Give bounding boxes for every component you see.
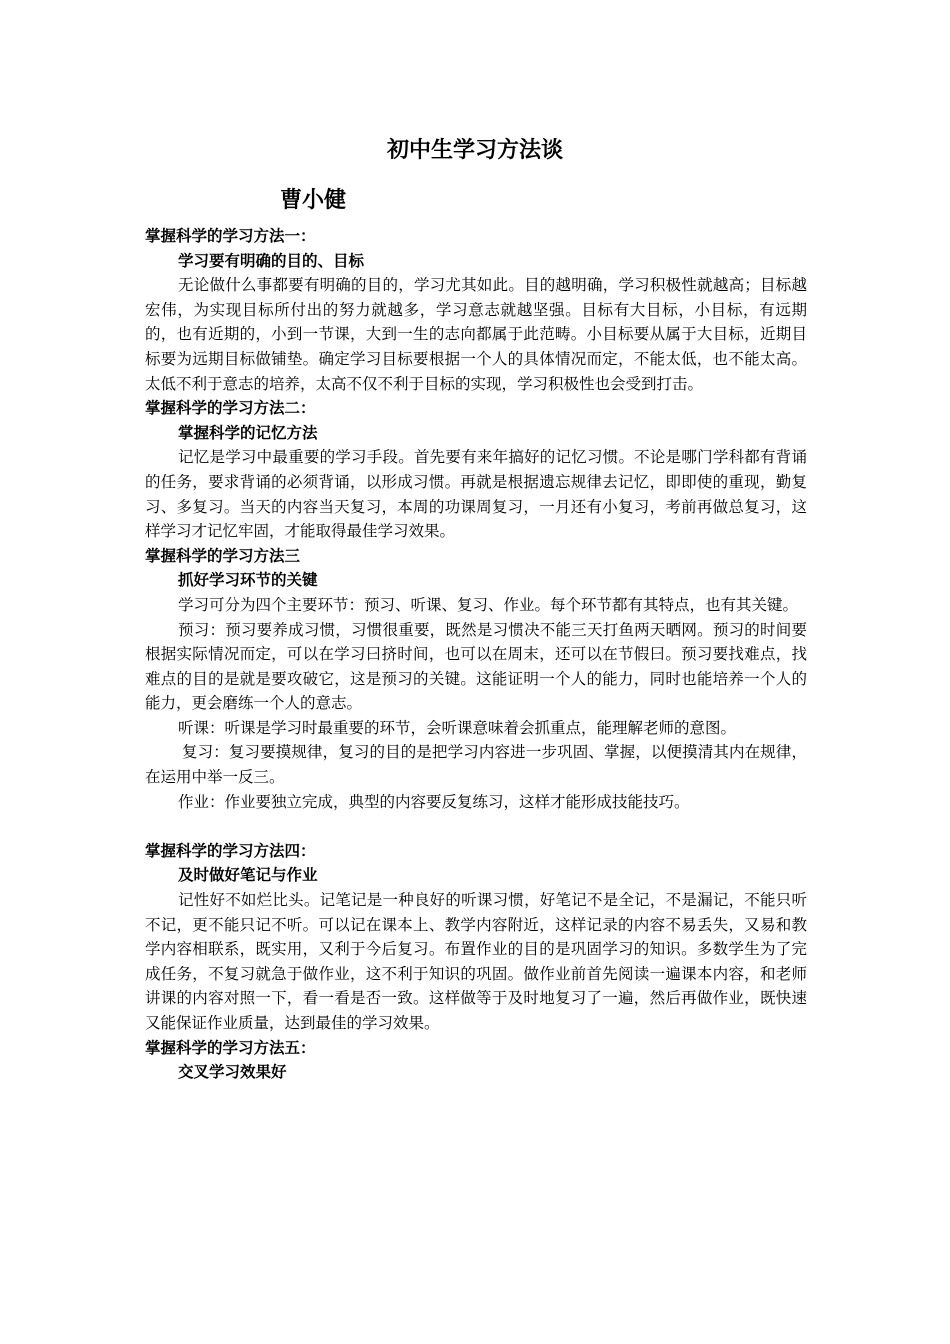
section-2-heading: 掌握科学的学习方法二： xyxy=(145,398,316,418)
section-3-subheading: 抓好学习环节的关键 xyxy=(178,570,318,590)
section-3-paragraph-homework: 作业：作业要独立完成，典型的内容要反复练习，这样才能形成技能技巧。 xyxy=(178,792,690,811)
section-4-heading: 掌握科学的学习方法四： xyxy=(145,840,316,860)
section-1-subheading: 学习要有明确的目的、目标 xyxy=(178,250,365,270)
section-3-paragraph-review: 复习：复习要摸规律，复习的目的是把学习内容进一步巩固、掌握，以便摸清其内在规律，在运用中举一反三。 xyxy=(145,743,807,787)
section-4-subheading: 及时做好笔记与作业 xyxy=(178,865,318,885)
blank-line xyxy=(145,814,807,839)
section-5-subheading: 交叉学习效果好 xyxy=(178,1062,287,1082)
section-1-heading: 掌握科学的学习方法一： xyxy=(145,226,316,245)
section-3-paragraph-preview: 预习：预习要养成习惯，习惯很重要，既然是习惯决不能三天打鱼两天晒网。预习的时间要根据实际情况而定，可以在学习曰挤时间，也可以在周末，还可以在节假曰。预习要找难点，找难点的目的是就是要攻破它，这是预习的关键。这能证明一个人的能力，同时也能培养一个人的能力，更会磨练一个人的意志。 xyxy=(145,620,807,713)
section-3-paragraph-intro: 学习可分为四个主要环节：预习、听课、复习、作业。每个环节都有其特点，也有其关键。 xyxy=(178,595,799,614)
section-3-paragraph-listening: 听课：听课是学习时最重要的环节，会听课意味着会抓重点，能理解老师的意图。 xyxy=(178,718,737,737)
section-2-paragraph: 记忆是学习中最重要的学习手段。首先要有来年搞好的记忆习惯。不论是哪门学科都有背诵的任务，要求背诵的必须背诵，以形成习惯。再就是根据遗忘规律去记忆，即即使的重现，勤复习、多复习。当天的内容当天复习，本周的功课周复习，一月还有小复习，考前再做总复习，这样学习才记忆牢固，才能取得最佳学习效果。 xyxy=(145,448,807,541)
section-5-heading: 掌握科学的学习方法五： xyxy=(145,1037,316,1057)
document-title: 初中生学习方法谈 xyxy=(386,137,563,163)
document-body xyxy=(145,224,807,1085)
section-1-paragraph: 无论做什么事都要有明确的目的，学习尤其如此。目的越明确，学习积极性就越高；目标越宏伟，为实现目标所付出的努力就越多，学习意志就越坚强。目标有大目标，小目标，有远期的，也有近期的，小到一节课，大到一生的志向都属于此范畴。小目标要从属于大目标，近期目标要为远期目标做铺垫。确定学习目标要根据一个人的具体情况而定，不能太低，也不能太高。太低不利于意志的培养，太高不仅不利于目标的实现，学习积极性也会受到打击。 xyxy=(145,276,807,393)
document-author: 曹小健 xyxy=(280,187,347,213)
section-2-subheading: 掌握科学的记忆方法 xyxy=(178,422,318,442)
section-4-paragraph: 记性好不如烂比头。记笔记是一种良好的听课习惯，好笔记不是全记，不是漏记，不能只听不记，更不能只记不听。可以记在课本上、教学内容附近，这样记录的内容不易丢失，又易和教学内容相联系，既实用，又利于今后复习。布置作业的目的是巩固学习的知识。多数学生为了完成任务，不复习就急于做作业，这不利于知识的巩固。做作业前首先阅读一遍课本内容，和老师讲课的内容对照一下，看一看是否一致。这样做等于及时地复习了一遍，然后再做作业，既快速又能保证作业质量，达到最佳的学习效果。 xyxy=(145,891,807,1032)
section-3-heading: 掌握科学的学习方法三 xyxy=(145,545,301,565)
